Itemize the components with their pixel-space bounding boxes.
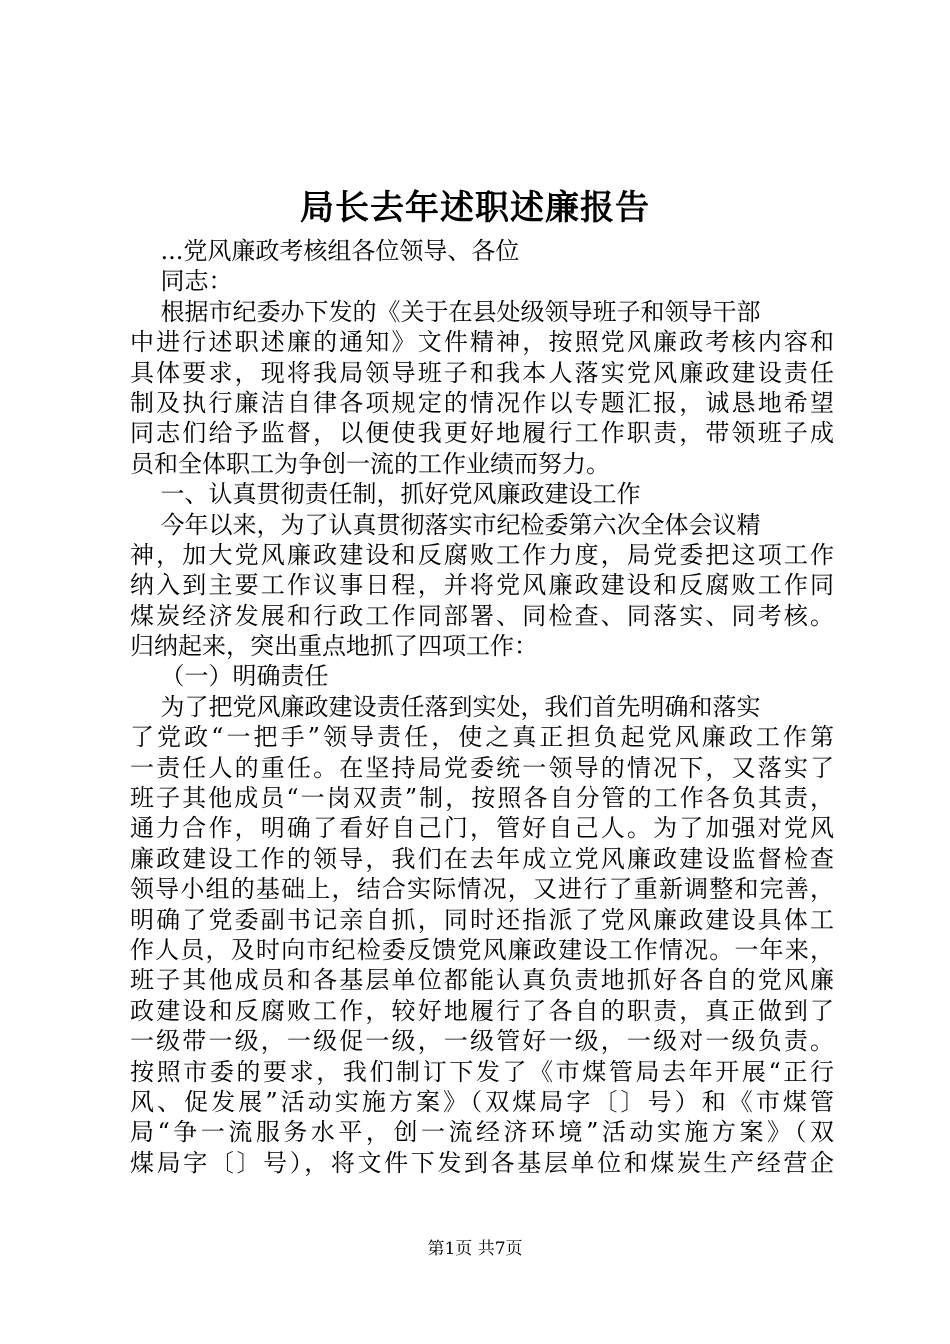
body-line: 通力合作，明确了看好自己门，管好自己人。为了加强对党风	[130, 814, 834, 843]
body-line: 局“争一流服务水平，创一流经济环境”活动实施方案》（双	[130, 1118, 834, 1147]
body-line: 一责任人的重任。在坚持局党委统一领导的情况下，又落实了	[130, 753, 834, 782]
body-line: 纳入到主要工作议事日程，并将党风廉政建设和反腐败工作同	[130, 571, 834, 600]
body-line: 一、认真贯彻责任制，抓好党风廉政建设工作	[130, 480, 641, 509]
body-line: 班子其他成员和各基层单位都能认真负责地抓好各自的党风廉	[130, 966, 834, 995]
body-line: 归纳起来，突出重点地抓了四项工作：	[130, 632, 538, 661]
page-footer: 第1页 共7页	[427, 1239, 523, 1259]
body-line: 为了把党风廉政建设责任落到实处，我们首先明确和落实	[130, 692, 761, 721]
body-line: 风、促发展”活动实施方案》（双煤局字〔〕号）和《市煤管	[130, 1087, 834, 1116]
body-line: 中进行述职述廉的通知》文件精神，按照党风廉政考核内容和	[130, 328, 834, 357]
body-line: 同志：	[130, 267, 233, 296]
body-line: 制及执行廉洁自律各项规定的情况作以专题汇报，诚恳地希望	[130, 388, 834, 417]
document-body	[130, 236, 834, 1178]
body-line: 政建设和反腐败工作，较好地履行了各自的职责，真正做到了	[130, 996, 834, 1025]
body-line: 煤炭经济发展和行政工作同部署、同检查、同落实、同考核。	[130, 601, 834, 630]
body-line: 员和全体职工为争创一流的工作业绩而努力。	[130, 449, 610, 478]
body-line: 班子其他成员“一岗双责”制，按照各自分管的工作各负其责，	[130, 784, 834, 813]
body-line: 同志们给予监督，以便使我更好地履行工作职责，带领班子成	[130, 419, 834, 448]
body-line: （一）明确责任	[130, 662, 329, 691]
body-line: 廉政建设工作的领导，我们在去年成立党风廉政建设监督检查	[130, 844, 834, 873]
body-line: 煤局字〔〕号），将文件下发到各基层单位和煤炭生产经营企	[130, 1148, 834, 1177]
body-line: 按照市委的要求，我们制订下发了《市煤管局去年开展“正行	[130, 1057, 834, 1086]
body-line: 神，加大党风廉政建设和反腐败工作力度，局党委把这项工作	[130, 540, 834, 569]
body-line: 了党政“一把手”领导责任，使之真正担负起党风廉政工作第	[130, 723, 834, 752]
body-line: 根据市纪委办下发的《关于在县处级领导班子和领导干部	[130, 297, 761, 326]
body-line: 具体要求，现将我局领导班子和我本人落实党风廉政建设责任	[130, 358, 834, 387]
body-line: 今年以来，为了认真贯彻落实市纪检委第六次全体会议精	[130, 510, 761, 539]
body-line: 一级带一级，一级促一级，一级管好一级，一级对一级负责。	[130, 1027, 834, 1056]
body-line: 作人员，及时向市纪检委反馈党风廉政建设工作情况。一年来，	[130, 935, 834, 964]
document-title: 局长去年述职述廉报告	[300, 188, 650, 228]
body-line: 领导小组的基础上，结合实际情况，又进行了重新调整和完善，	[130, 875, 834, 904]
body-line: 明确了党委副书记亲自抓，同时还指派了党风廉政建设具体工	[130, 905, 834, 934]
body-line: ...党风廉政考核组各位领导、各位	[130, 237, 520, 265]
